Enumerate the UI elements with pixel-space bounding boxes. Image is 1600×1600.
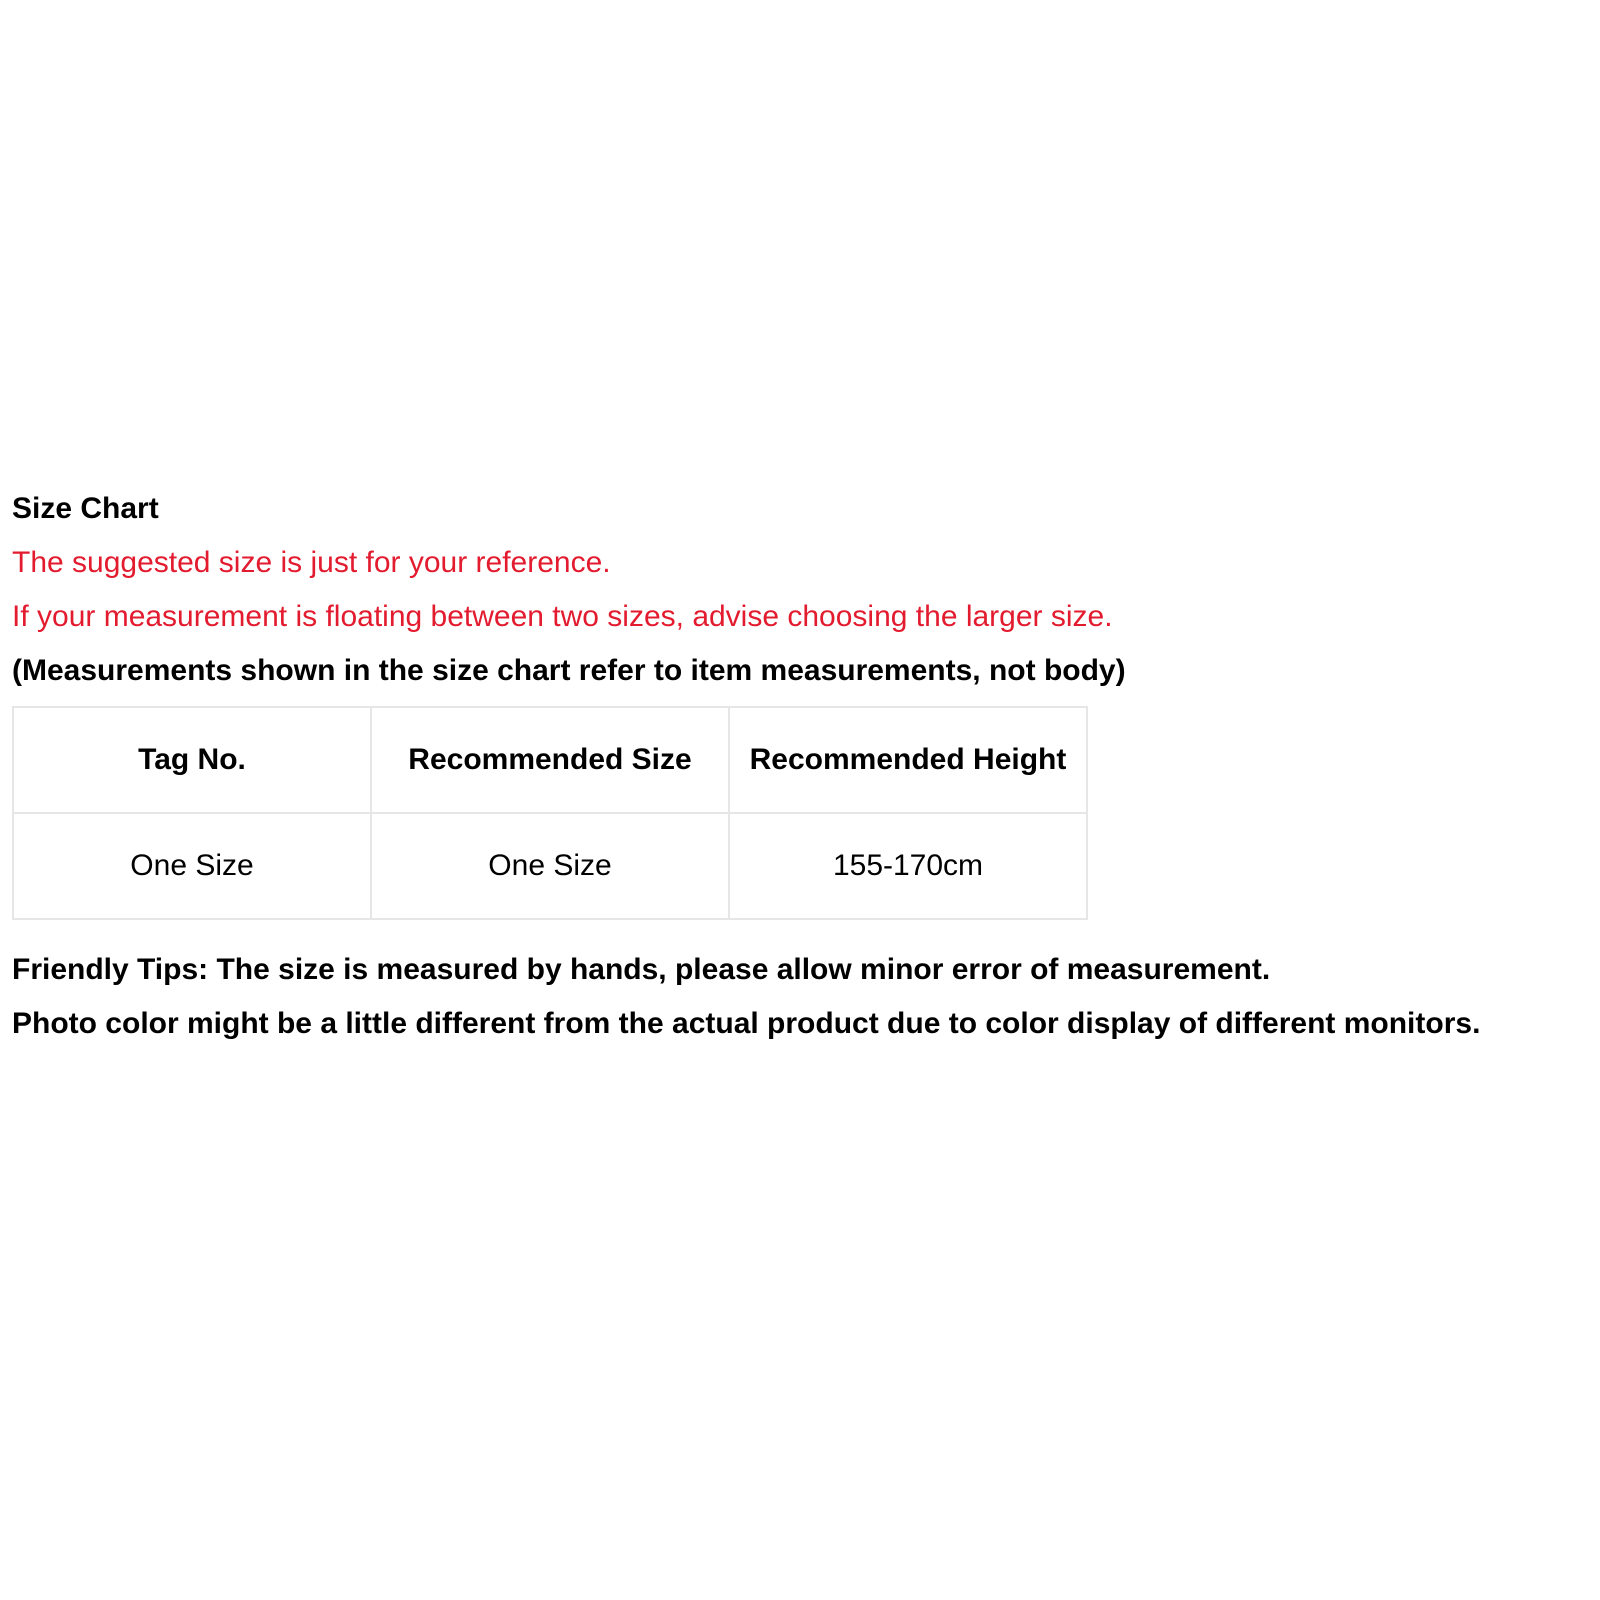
size-table: [12, 706, 1088, 920]
size-chart-section: [12, 482, 1592, 1051]
cell-tag-no: One Size: [13, 813, 371, 919]
tip-photo-color: Photo color might be a little different from the actual product due to color display of different monitors.: [12, 1007, 1481, 1040]
header-tag-no: Tag No.: [13, 707, 371, 813]
table-row: [13, 813, 1087, 919]
cell-recommended-height: 155-170cm: [729, 813, 1087, 919]
reference-note: The suggested size is just for your reference.: [12, 546, 611, 579]
page-title: Size Chart: [12, 492, 159, 525]
floating-size-note: If your measurement is floating between two sizes, advise choosing the larger size.: [12, 600, 1113, 633]
tip-hands-measured: Friendly Tips: The size is measured by hands, please allow minor error of measurement.: [12, 953, 1271, 986]
header-recommended-height: Recommended Height: [729, 707, 1087, 813]
table-header-row: [13, 707, 1087, 813]
header-recommended-size: Recommended Size: [371, 707, 729, 813]
measurement-note: (Measurements shown in the size chart refer to item measurements, not body): [12, 654, 1126, 687]
cell-recommended-size: One Size: [371, 813, 729, 919]
